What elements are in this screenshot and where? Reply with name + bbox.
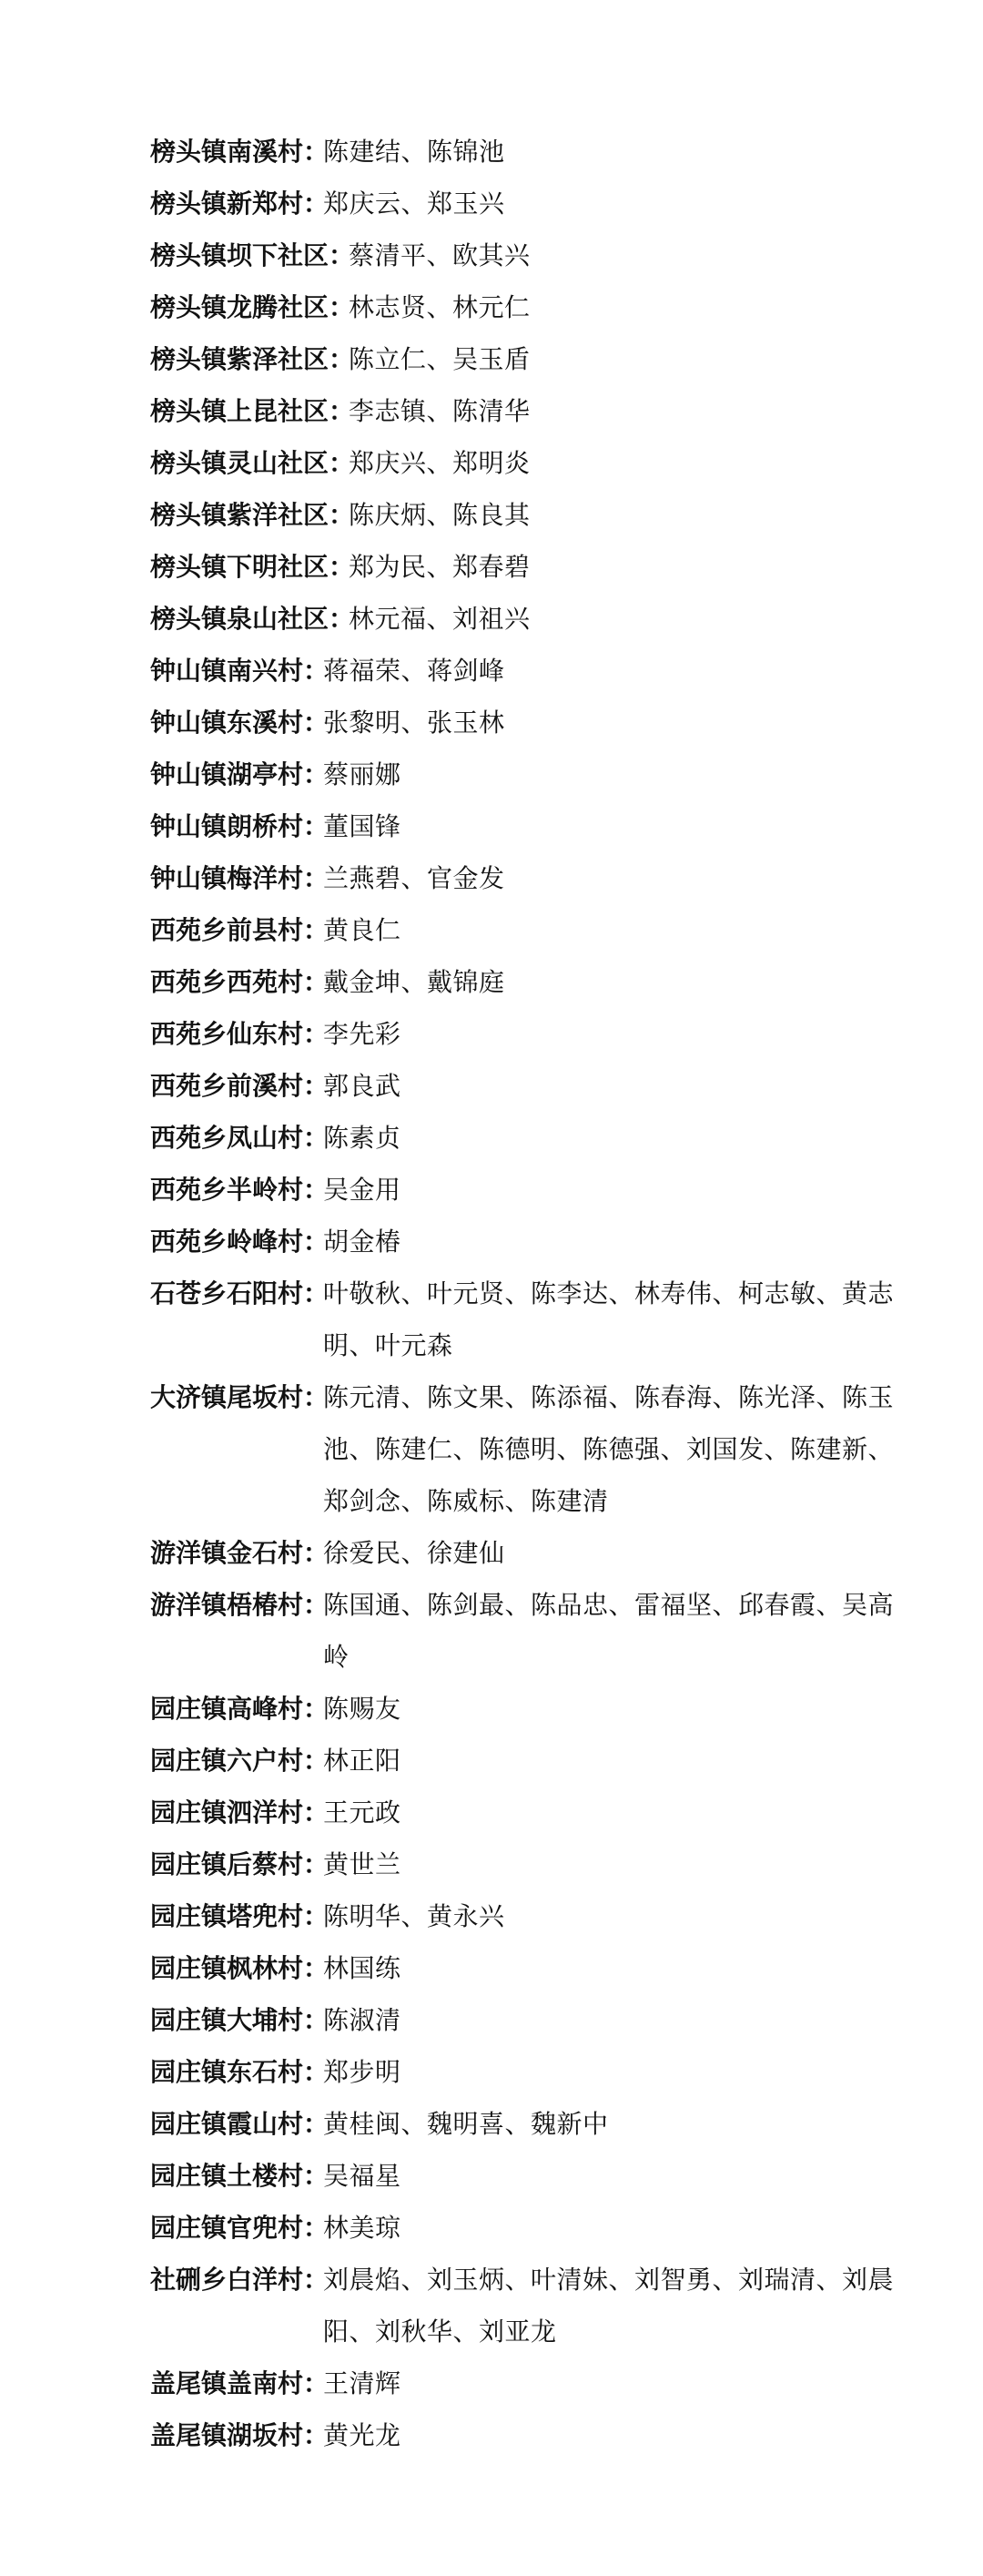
list-item (150, 2409, 897, 2461)
list-item (150, 1579, 897, 1683)
person-names: 黄桂闽、魏明喜、魏新中 (323, 2109, 609, 2139)
person-names: 蒋福荣、蒋剑峰 (323, 656, 505, 686)
place-name: 钟山镇东溪村 (150, 708, 304, 738)
separator-colon: ： (303, 2161, 329, 2191)
place-name: 西苑乡凤山村 (150, 1123, 304, 1153)
place-name: 西苑乡前溪村 (150, 1071, 304, 1101)
separator-colon: ： (303, 1538, 329, 1568)
person-names: 徐爱民、徐建仙 (323, 1538, 505, 1568)
list-item (150, 385, 897, 437)
person-names: 郭良武 (323, 1071, 401, 1101)
list-item (150, 593, 897, 645)
list-item (150, 852, 897, 904)
place-name: 园庄镇官兜村 (150, 2213, 304, 2243)
place-name: 榜头镇南溪村 (150, 137, 304, 167)
place-name: 西苑乡仙东村 (150, 1019, 304, 1049)
person-names: 吴福星 (323, 2161, 401, 2191)
list-item (150, 800, 897, 852)
list-item (150, 2202, 897, 2254)
person-names: 郑步明 (323, 2057, 401, 2087)
place-name: 园庄镇泗洋村 (150, 1797, 304, 1828)
place-name: 榜头镇上昆社区 (150, 396, 329, 426)
separator-colon: ： (303, 1953, 329, 1983)
separator-colon: ： (303, 1175, 329, 1205)
name-list (0, 126, 983, 2461)
place-name: 园庄镇塔兜村 (150, 1901, 304, 1931)
list-item (150, 489, 897, 541)
separator-colon: ： (329, 500, 355, 530)
list-item (150, 541, 897, 593)
separator-colon: ： (303, 759, 329, 789)
place-name: 园庄镇后蔡村 (150, 1849, 304, 1879)
place-name: 园庄镇高峰村 (150, 1694, 304, 1724)
person-names: 黄世兰 (323, 1849, 401, 1879)
separator-colon: ： (329, 292, 355, 322)
list-item (150, 2254, 897, 2357)
separator-colon: ： (303, 1019, 329, 1049)
separator-colon: ： (303, 2005, 329, 2035)
separator-colon: ： (303, 2368, 329, 2398)
separator-colon: ： (303, 2057, 329, 2087)
separator-colon: ： (303, 188, 329, 219)
separator-colon: ： (303, 1901, 329, 1931)
list-item (150, 697, 897, 748)
place-name: 园庄镇霞山村 (150, 2109, 304, 2139)
separator-colon: ： (303, 967, 329, 997)
separator-colon: ： (303, 137, 329, 167)
list-item (150, 333, 897, 385)
separator-colon: ： (303, 2265, 329, 2295)
place-name: 西苑乡前县村 (150, 915, 304, 945)
separator-colon: ： (303, 1071, 329, 1101)
list-item (150, 1371, 897, 1527)
separator-colon: ： (303, 656, 329, 686)
person-names: 王元政 (323, 1797, 401, 1828)
person-names: 王清辉 (323, 2368, 401, 2398)
separator-colon: ： (303, 811, 329, 841)
person-names: 吴金用 (323, 1175, 401, 1205)
place-name: 钟山镇朗桥村 (150, 811, 304, 841)
list-item (150, 1838, 897, 1890)
place-name: 游洋镇梧椿村 (150, 1590, 304, 1620)
person-names: 陈淑清 (323, 2005, 401, 2035)
list-item (150, 1942, 897, 1994)
person-names: 张黎明、张玉林 (323, 708, 505, 738)
person-names: 陈立仁、吴玉盾 (349, 344, 531, 374)
place-name: 榜头镇泉山社区 (150, 604, 329, 634)
list-item (150, 1890, 897, 1942)
list-item (150, 1735, 897, 1787)
separator-colon: ： (303, 708, 329, 738)
separator-colon: ： (303, 1227, 329, 1257)
place-name: 园庄镇六户村 (150, 1746, 304, 1776)
person-names: 林美琼 (323, 2213, 401, 2243)
list-item (150, 2357, 897, 2409)
place-name: 榜头镇紫泽社区 (150, 344, 329, 374)
person-names: 蔡清平、欧其兴 (349, 240, 531, 270)
list-item (150, 1268, 897, 1371)
list-item (150, 2046, 897, 2098)
separator-colon: ： (329, 604, 355, 634)
place-name: 榜头镇灵山社区 (150, 448, 329, 478)
person-names: 郑为民、郑春碧 (349, 552, 531, 582)
person-names: 郑庆兴、郑明炎 (349, 448, 531, 478)
separator-colon: ： (303, 1797, 329, 1828)
person-names: 黄光龙 (323, 2420, 401, 2450)
separator-colon: ： (303, 1590, 329, 1620)
separator-colon: ： (329, 240, 355, 270)
separator-colon: ： (303, 2420, 329, 2450)
separator-colon: ： (329, 344, 355, 374)
place-name: 盖尾镇湖坂村 (150, 2420, 304, 2450)
place-name: 榜头镇新郑村 (150, 188, 304, 219)
person-names: 陈建结、陈锦池 (323, 137, 505, 167)
place-name: 盖尾镇盖南村 (150, 2368, 304, 2398)
person-names: 李志镇、陈清华 (349, 396, 531, 426)
place-name: 榜头镇下明社区 (150, 552, 329, 582)
list-item (150, 956, 897, 1008)
list-item (150, 748, 897, 800)
place-name: 园庄镇枫林村 (150, 1953, 304, 1983)
place-name: 园庄镇大埔村 (150, 2005, 304, 2035)
person-names: 叶敬秋、叶元贤、陈李达、林寿伟、柯志敏、黄志明、叶元森 (323, 1278, 895, 1360)
list-item (150, 1994, 897, 2046)
place-name: 钟山镇南兴村 (150, 656, 304, 686)
separator-colon: ： (303, 2213, 329, 2243)
list-item (150, 2098, 897, 2150)
list-item (150, 645, 897, 697)
place-name: 西苑乡西苑村 (150, 967, 304, 997)
list-item (150, 1164, 897, 1216)
list-item (150, 2150, 897, 2202)
person-names: 李先彩 (323, 1019, 401, 1049)
place-name: 榜头镇紫洋社区 (150, 500, 329, 530)
person-names: 刘晨焰、刘玉炳、叶清妹、刘智勇、刘瑞清、刘晨阳、刘秋华、刘亚龙 (323, 2265, 895, 2347)
separator-colon: ： (303, 2109, 329, 2139)
place-name: 社硎乡白洋村 (150, 2265, 304, 2295)
place-name: 园庄镇土楼村 (150, 2161, 304, 2191)
separator-colon: ： (303, 1278, 329, 1308)
person-names: 陈明华、黄永兴 (323, 1901, 505, 1931)
separator-colon: ： (303, 1694, 329, 1724)
separator-colon: ： (329, 448, 355, 478)
person-names: 黄良仁 (323, 915, 401, 945)
person-names: 兰燕碧、官金发 (323, 863, 505, 893)
person-names: 陈庆炳、陈良其 (349, 500, 531, 530)
place-name: 钟山镇梅洋村 (150, 863, 304, 893)
separator-colon: ： (303, 1123, 329, 1153)
list-item (150, 229, 897, 281)
separator-colon: ： (303, 915, 329, 945)
person-names: 陈素贞 (323, 1123, 401, 1153)
separator-colon: ： (303, 863, 329, 893)
list-item (150, 281, 897, 333)
list-item (150, 1787, 897, 1838)
person-names: 董国锋 (323, 811, 401, 841)
list-item (150, 126, 897, 178)
place-name: 大济镇尾坂村 (150, 1382, 304, 1412)
list-item (150, 1216, 897, 1268)
person-names: 蔡丽娜 (323, 759, 401, 789)
list-item (150, 1527, 897, 1579)
person-names: 胡金椿 (323, 1227, 401, 1257)
separator-colon: ： (303, 1382, 329, 1412)
person-names: 陈国通、陈剑最、陈品忠、雷福坚、邱春霞、吴高岭 (323, 1590, 895, 1672)
place-name: 游洋镇金石村 (150, 1538, 304, 1568)
place-name: 钟山镇湖亭村 (150, 759, 304, 789)
person-names: 林元福、刘祖兴 (349, 604, 531, 634)
separator-colon: ： (329, 552, 355, 582)
list-item (150, 178, 897, 229)
separator-colon: ： (329, 396, 355, 426)
place-name: 西苑乡岭峰村 (150, 1227, 304, 1257)
place-name: 西苑乡半岭村 (150, 1175, 304, 1205)
person-names: 戴金坤、戴锦庭 (323, 967, 505, 997)
separator-colon: ： (303, 1746, 329, 1776)
list-item (150, 437, 897, 489)
list-item (150, 1112, 897, 1164)
person-names: 陈赐友 (323, 1694, 401, 1724)
list-item (150, 1008, 897, 1060)
person-names: 陈元清、陈文果、陈添福、陈春海、陈光泽、陈玉池、陈建仁、陈德明、陈德强、刘国发、陈建新、郑剑念、陈威标、陈建清 (323, 1382, 895, 1516)
place-name: 园庄镇东石村 (150, 2057, 304, 2087)
list-item (150, 1060, 897, 1112)
list-item (150, 904, 897, 956)
list-item (150, 1683, 897, 1735)
place-name: 榜头镇龙腾社区 (150, 292, 329, 322)
person-names: 林国练 (323, 1953, 401, 1983)
place-name: 石苍乡石阳村 (150, 1278, 304, 1308)
separator-colon: ： (303, 1849, 329, 1879)
person-names: 郑庆云、郑玉兴 (323, 188, 505, 219)
place-name: 榜头镇坝下社区 (150, 240, 329, 270)
person-names: 林正阳 (323, 1746, 401, 1776)
person-names: 林志贤、林元仁 (349, 292, 531, 322)
